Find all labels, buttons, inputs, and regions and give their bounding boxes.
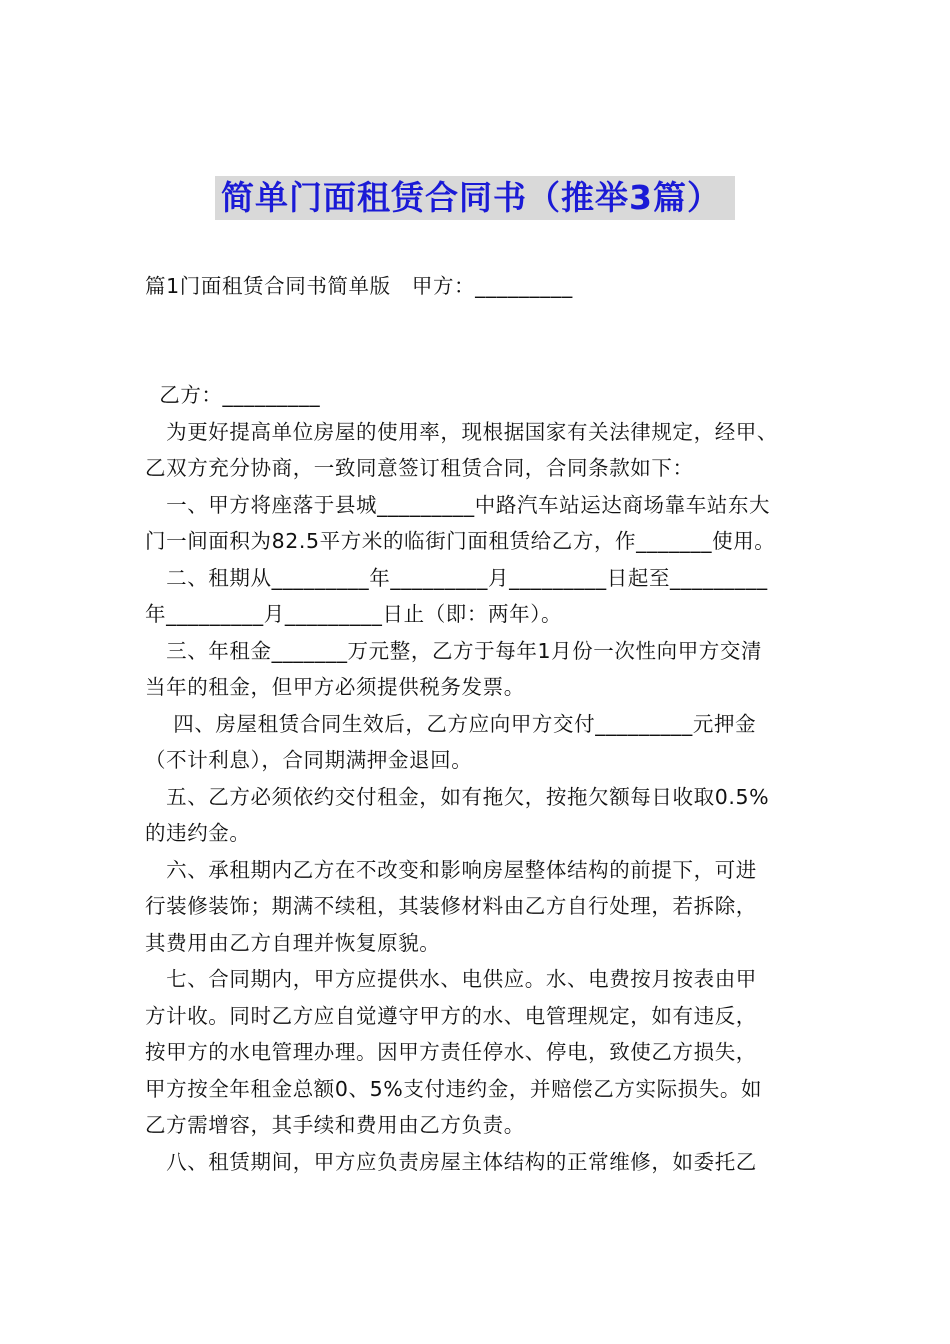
document-title: 简单门面租赁合同书（推举3篇） [215, 176, 735, 220]
body-line: 七、合同期内，甲方应提供水、电供应。水、电费按月按表由甲 [145, 967, 757, 991]
party-a-blank: _________ [475, 274, 573, 298]
body-line: 八、租赁期间，甲方应负责房屋主体结构的正常维修，如委托乙 [145, 1149, 757, 1174]
body-line: （不计利息），合同期满押金退回。 [145, 748, 473, 772]
body-line: 六、承租期内乙方在不改变和影响房屋整体结构的前提下，可进 [145, 857, 757, 882]
heading-line [145, 268, 815, 305]
body-line: 一、甲方将座落于县城_________中路汽车站运达商场靠车站东大 [145, 492, 771, 517]
body-line: 年_________月_________日止（即：两年）。 [145, 602, 563, 626]
body-line: 五、乙方必须依约交付租金，如有拖欠，按拖欠额每日收取0.5% [145, 784, 770, 809]
heading-text: 篇1门面租赁合同书简单版 甲方： [145, 274, 476, 298]
body-line: 三、年租金_______万元整，乙方于每年1月份一次性向甲方交清 [145, 638, 763, 663]
contract-body [145, 377, 815, 1180]
party-b-label: 乙方： [159, 383, 223, 407]
party-b-blank: _________ [222, 383, 321, 407]
body-line: 乙方需增容，其手续和费用由乙方负责。 [145, 1113, 525, 1137]
body-line: 为更好提高单位房屋的使用率，现根据国家有关法律规定，经甲、 [145, 419, 778, 444]
body-line: 方计收。同时乙方应自觉遵守甲方的水、电管理规定，如有违反， [145, 1003, 757, 1028]
party-b-line [145, 377, 815, 414]
body-line: 甲方按全年租金总额0、5%支付违约金，并赔偿乙方实际损失。如 [145, 1076, 763, 1101]
body-line: 的违约金。 [145, 821, 251, 845]
body-line: 乙双方充分协商，一致同意签订租赁合同，合同条款如下： [145, 456, 694, 480]
body-line: 行装修装饰；期满不续租，其装修材料由乙方自行处理，若拆除， [145, 894, 757, 918]
body-line: 当年的租金，但甲方必须提供税务发票。 [145, 675, 525, 699]
body-line: 四、房屋租赁合同生效后，乙方应向甲方交付_________元押金 [145, 711, 757, 736]
body-line: 门一间面积为82.5平方米的临街门面租赁给乙方，作_______使用。 [145, 529, 776, 553]
body-line: 其费用由乙方自理并恢复原貌。 [145, 930, 441, 955]
heading-paragraph [145, 268, 815, 305]
title-container [0, 176, 950, 220]
body-line: 二、租期从_________年_________月_________日起至_________ [145, 565, 768, 590]
body-line: 按甲方的水电管理办理。因甲方责任停水、停电，致使乙方损失， [145, 1040, 757, 1064]
